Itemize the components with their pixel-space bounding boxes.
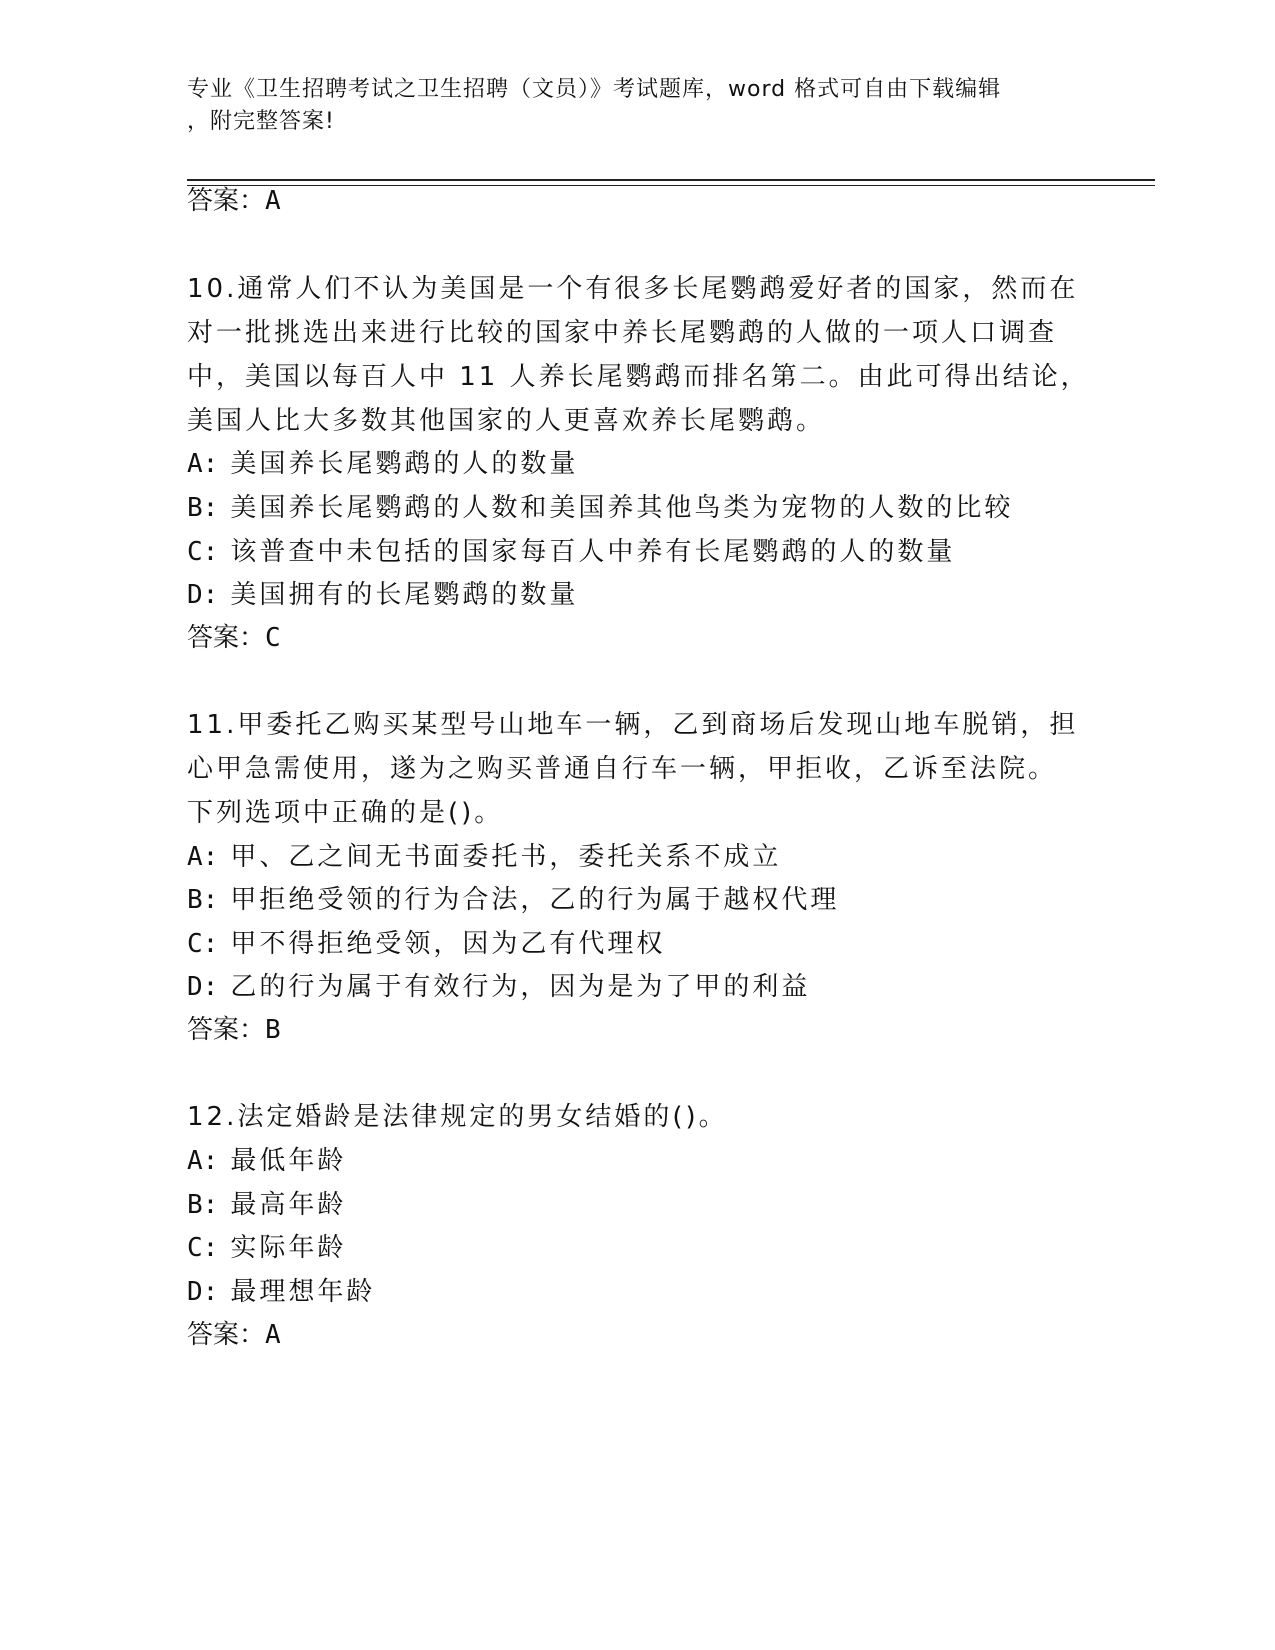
- question-text-line: 中，美国以每百人中 11 人养长尾鹦鹉而排名第二。由此可得出结论，: [187, 362, 1090, 392]
- option-text: 美国养长尾鹦鹉的人的数量: [230, 449, 579, 479]
- option-text: 美国拥有的长尾鹦鹉的数量: [230, 580, 579, 610]
- option-c: [187, 1230, 346, 1266]
- answer-label: 答案：: [187, 1320, 266, 1350]
- option-text: 该普查中未包括的国家每百人中养有长尾鹦鹉的人的数量: [230, 537, 956, 567]
- option-d: [187, 577, 578, 613]
- answer-value: A: [265, 1320, 281, 1350]
- question-text-line: 对一批挑选出来进行比较的国家中养长尾鹦鹉的人做的一项人口调查: [187, 318, 1058, 348]
- question-text-line: 心甲急需使用，遂为之购买普通自行车一辆，甲拒收，乙诉至法院。: [187, 754, 1058, 784]
- option-key: D:: [187, 972, 219, 1002]
- option-b: [187, 1187, 346, 1223]
- option-text: 乙的行为属于有效行为，因为是为了甲的利益: [230, 972, 811, 1002]
- option-key: C:: [187, 1233, 219, 1263]
- answer-line: [187, 1012, 281, 1048]
- answer-line: [187, 1317, 281, 1353]
- option-text: 甲、乙之间无书面委托书，委托关系不成立: [230, 842, 782, 872]
- option-key: A:: [187, 1146, 219, 1176]
- header-line-1: 专业《卫生招聘考试之卫生招聘（文员）》考试题库，word 格式可自由下载编辑: [187, 77, 1002, 102]
- option-text: 最理想年龄: [230, 1277, 376, 1307]
- answer-value: C: [265, 623, 281, 653]
- option-key: B:: [187, 885, 219, 915]
- option-text: 甲不得拒绝受领，因为乙有代理权: [230, 929, 666, 959]
- option-key: B:: [187, 1190, 219, 1220]
- option-key: A:: [187, 842, 219, 872]
- option-a: [187, 1143, 346, 1179]
- option-text: 甲拒绝受领的行为合法，乙的行为属于越权代理: [230, 885, 840, 915]
- option-text: 最低年龄: [230, 1146, 347, 1176]
- option-text: 实际年龄: [230, 1233, 347, 1263]
- answer-value: B: [265, 1015, 281, 1045]
- option-d: [187, 969, 810, 1005]
- question-text-line: 美国人比大多数其他国家的人更喜欢养长尾鹦鹉。: [187, 406, 826, 436]
- option-b: [187, 490, 1013, 526]
- option-d: [187, 1274, 375, 1310]
- option-key: A:: [187, 449, 219, 479]
- option-key: C:: [187, 929, 219, 959]
- question-text-line: 10.通常人们不认为美国是一个有很多长尾鹦鹉爱好者的国家，然而在: [187, 274, 1079, 304]
- question-text-line: 下列选项中正确的是()。: [187, 798, 504, 828]
- question-text-line: 11.甲委托乙购买某型号山地车一辆，乙到商场后发现山地车脱销，担: [187, 710, 1079, 740]
- header-divider-thick: [187, 179, 1155, 181]
- option-b: [187, 882, 839, 918]
- document-header: [187, 74, 1067, 138]
- answer-label: 答案：: [187, 623, 266, 653]
- option-c: [187, 926, 665, 962]
- answer-line: [187, 620, 281, 656]
- question-text-line: 12.法定婚龄是法律规定的男女结婚的()。: [187, 1102, 728, 1132]
- option-key: C:: [187, 537, 219, 567]
- header-line-2: ，附完整答案!: [187, 109, 335, 134]
- option-key: D:: [187, 580, 219, 610]
- answer-line-prev: [187, 183, 281, 219]
- option-key: D:: [187, 1277, 219, 1307]
- option-a: [187, 839, 781, 875]
- answer-label: 答案：: [187, 186, 266, 216]
- option-a: [187, 446, 578, 482]
- option-key: B:: [187, 493, 219, 523]
- option-text: 美国养长尾鹦鹉的人数和美国养其他鸟类为宠物的人数的比较: [230, 493, 1014, 523]
- option-c: [187, 534, 955, 570]
- answer-value: A: [265, 186, 281, 216]
- option-text: 最高年龄: [230, 1190, 347, 1220]
- header-divider-thin: [187, 185, 1155, 186]
- answer-label: 答案：: [187, 1015, 266, 1045]
